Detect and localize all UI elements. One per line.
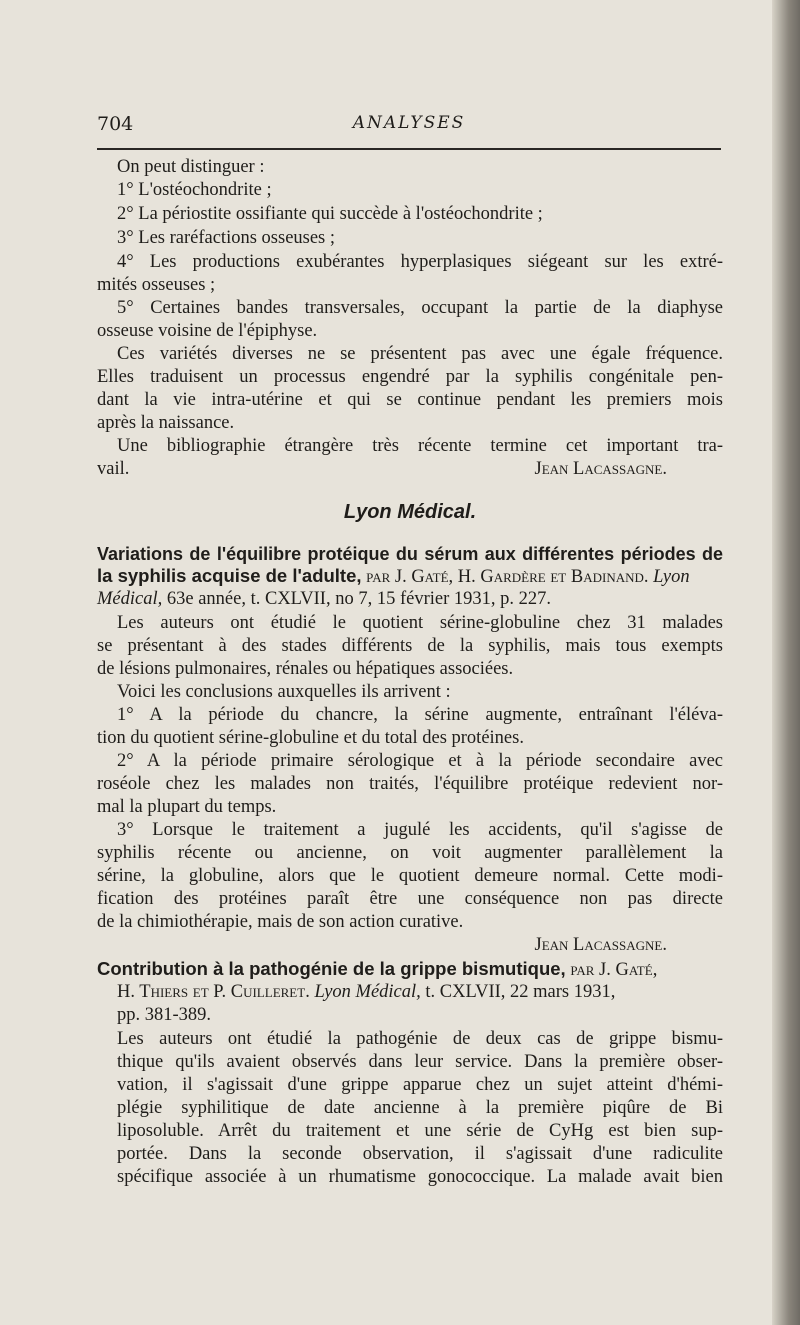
text-line: tion du quotient sérine-globuline et du total des protéines. bbox=[97, 728, 524, 748]
text-line: 5° Certaines bandes transversales, occupant la partie de la diaphyse bbox=[117, 298, 723, 318]
text-line: sérine, la globuline, alors que le quotient demeure normal. Cette modi- bbox=[97, 866, 723, 886]
text-line: osseuse voisine de l'épiphyse. bbox=[97, 321, 318, 341]
text-line: se présentant à des stades différents de la syphilis, mais tous exempts bbox=[97, 636, 723, 656]
text-line: spécifique associée à un rhumatisme gonococcique. La malade avait bien bbox=[117, 1167, 723, 1187]
author-signature: Jean Lacassagne. bbox=[534, 935, 667, 955]
text-line: de lésions pulmonaires, rénales ou hépatiques associées. bbox=[97, 659, 514, 679]
text-line: vail. bbox=[97, 459, 130, 479]
text-line: 3° Les raréfactions osseuses ; bbox=[117, 228, 336, 248]
text-line: 2° A la période primaire sérologique et à la période secondaire avec bbox=[117, 751, 723, 771]
article-reference-line bbox=[97, 981, 723, 1003]
page-header bbox=[97, 113, 721, 139]
journal-issue: t. CXLVII, 22 mars 1931, bbox=[425, 982, 616, 1002]
text-line: mal la plupart du temps. bbox=[97, 797, 277, 817]
section-title: Lyon Médical. bbox=[343, 501, 477, 523]
text-line: Les auteurs ont étudié la pathogénie de deux cas de grippe bismu- bbox=[117, 1029, 723, 1049]
journal-pages: pp. 381-389. bbox=[117, 1005, 212, 1025]
article-authors: H. Thiers et P. Cuilleret. bbox=[117, 982, 310, 1002]
text-line: Ces variétés diverses ne se présentent pas avec une égale fréquence. bbox=[117, 344, 723, 364]
article-title-cont: la syphilis acquise de l'adulte, bbox=[97, 565, 362, 586]
article-title: Contribution à la pathogénie de la grippe bismutique, bbox=[97, 958, 566, 979]
journal-name: Lyon Médical, bbox=[314, 982, 421, 1002]
text-line: 2° La périostite ossifiante qui succède à l'ostéochondrite ; bbox=[117, 204, 543, 224]
author-signature: Jean Lacassagne. bbox=[534, 459, 667, 479]
journal-issue: 63e année, t. CXLVII, no 7, 15 février 1931, p. 227. bbox=[166, 589, 552, 609]
journal-name: Médical, bbox=[97, 589, 163, 609]
text-line: après la naissance. bbox=[97, 413, 235, 433]
text-line: de la chimiothérapie, mais de son action curative. bbox=[97, 912, 464, 932]
article-reference-line bbox=[97, 588, 723, 610]
text-line: Voici les conclusions auxquelles ils arrivent : bbox=[117, 682, 451, 702]
article-reference-line bbox=[97, 958, 723, 981]
running-title: ANALYSES bbox=[352, 113, 466, 133]
text-line: 4° Les productions exubérantes hyperplasiques siégeant sur les extré- bbox=[117, 252, 723, 272]
journal-name: Lyon bbox=[653, 567, 690, 587]
page-number: 704 bbox=[97, 113, 134, 135]
text-line: vation, il s'agissait d'une grippe apparue chez un sujet atteint d'hémi- bbox=[117, 1075, 723, 1095]
text-line: 1° L'ostéochondrite ; bbox=[117, 180, 272, 200]
text-line: roséole chez les malades non traités, l'équilibre protéique redevient nor- bbox=[97, 774, 723, 794]
page-edge-shadow bbox=[772, 0, 800, 1325]
text-line: 1° A la période du chancre, la sérine augmente, entraînant l'éléva- bbox=[117, 705, 723, 725]
text-line: 3° Lorsque le traitement a jugulé les accidents, qu'il s'agisse de bbox=[117, 820, 723, 840]
text-line: thique qu'ils avaient observés dans leur service. Dans la première obser- bbox=[117, 1052, 723, 1072]
text-line: Les auteurs ont étudié le quotient sérine-globuline chez 31 malades bbox=[117, 613, 723, 633]
header-rule bbox=[97, 148, 721, 150]
text-line: liposoluble. Arrêt du traitement et une série de CyHg est bien sup- bbox=[117, 1121, 723, 1141]
article-title: Variations de l'équilibre protéique du sérum aux différentes périodes de bbox=[97, 544, 723, 564]
article-authors: par J. Gaté, bbox=[570, 960, 658, 980]
text-line: fication des protéines paraît être une conséquence non pas directe bbox=[97, 889, 723, 909]
text-line: On peut distinguer : bbox=[117, 157, 265, 177]
text-line: syphilis récente ou ancienne, on voit augmenter parallèlement la bbox=[97, 843, 723, 863]
text-line: Une bibliographie étrangère très récente termine cet important tra- bbox=[117, 436, 723, 456]
text-line: mités osseuses ; bbox=[97, 275, 216, 295]
text-line: plégie syphilitique de date ancienne à la première piqûre de Bi bbox=[117, 1098, 723, 1118]
text-line: portée. Dans la seconde observation, il s'agissait d'une radiculite bbox=[117, 1144, 723, 1164]
article-reference-line bbox=[97, 565, 723, 588]
text-line: dant la vie intra-utérine et qui se continue pendant les premiers mois bbox=[97, 390, 723, 410]
text-line: Elles traduisent un processus engendré par la syphilis congénitale pen- bbox=[97, 367, 723, 387]
article-authors: par J. Gaté, H. Gardère et Badinand. bbox=[366, 567, 649, 587]
